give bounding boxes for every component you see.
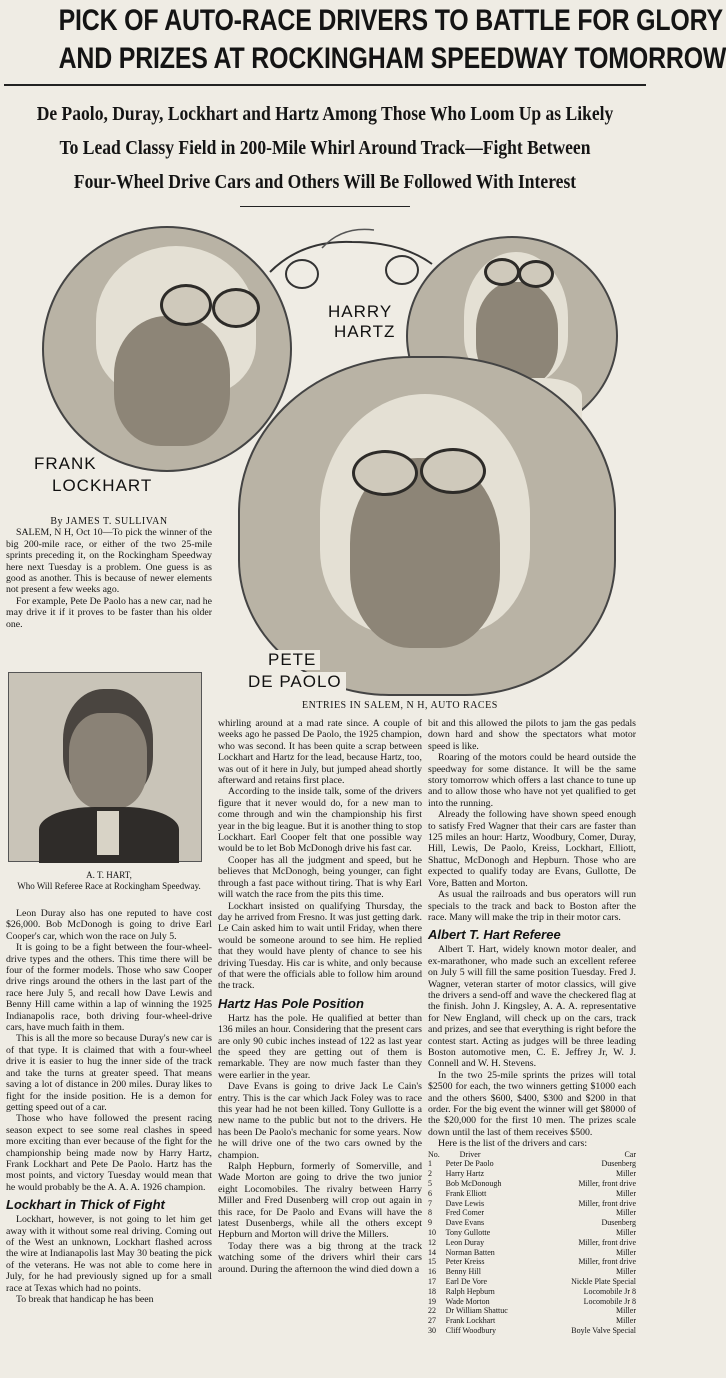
- entry-car: Miller: [616, 1169, 636, 1179]
- entry-row: [428, 1159, 636, 1169]
- entry-no: 12: [428, 1237, 436, 1247]
- lockhart-portrait: [42, 226, 292, 472]
- depaolo-name-1: PETE: [264, 650, 320, 670]
- lockhart-name-2: LOCKHART: [48, 476, 156, 496]
- depaolo-portrait: [238, 356, 616, 696]
- entry-no: 10: [428, 1228, 436, 1237]
- entry-no: 8: [428, 1208, 432, 1218]
- paragraph: Cooper has all the judgment and speed, but he believes that McDonogh, being younger, can fight through a fast pace without tiring. That is why Earl will watch the race from the pits this time.: [218, 854, 422, 901]
- entry-driver: Fred Comer: [445, 1208, 485, 1218]
- entries-header-row: [428, 1150, 636, 1160]
- paragraph: bit and this allowed the pilots to jam the gas pedals down hard and show the spectators what motor speed is like.: [428, 718, 636, 752]
- depaolo-name-2: DE PAOLO: [244, 672, 346, 692]
- entry-no: 16: [428, 1267, 436, 1277]
- entries-table: [428, 1150, 636, 1336]
- entry-row: [428, 1169, 636, 1179]
- subhead-hartz: Hartz Has Pole Position: [218, 995, 364, 1011]
- column-1-top: [6, 516, 212, 630]
- entry-car: Miller: [616, 1306, 636, 1316]
- entry-driver: Frank Elliott: [445, 1188, 487, 1198]
- entry-row: [428, 1218, 636, 1228]
- entry-car: Dusenberg: [601, 1218, 636, 1228]
- entry-driver: Benny Hill: [445, 1267, 481, 1277]
- entry-row: [428, 1316, 636, 1326]
- entry-row: [428, 1248, 636, 1258]
- paragraph: For example, Pete De Paolo has a new car, nad he may drive it if it proves to be faster than his older one.: [6, 595, 212, 630]
- paragraph: It is going to be a fight between the four-wheel-drive types and the others. This time there will be four of the former models. Those who saw Cooper drive rings around the others in the last part of the race here July 5, and recall how Dave Lewis and Benny Hill came within a lap of winning the 1925 Indianapolis race, both driving four-wheel-drive cars, have much faith in them.: [6, 942, 212, 1034]
- paragraph: Hartz has the pole. He qualified at better than 136 miles an hour. Considering that the present cars are only 90 cubic inches instead of 122 as last year the speed they are getting out of them is remarkable. They are now much faster than they were earlier in the year.: [218, 1012, 422, 1081]
- entry-driver: Tony Gullotte: [445, 1228, 491, 1237]
- paragraph: Here is the list of the drivers and cars:: [438, 1138, 588, 1150]
- entry-row: [428, 1208, 636, 1218]
- entry-no: 7: [428, 1198, 432, 1208]
- entry-driver: Ralph Hepburn: [445, 1286, 495, 1296]
- paragraph: This is all the more so because Duray's new car is of that type. It is claimed that with a four-wheel drive it is easier to hug the inner side of the track and take the turns at greater speed. That means saving a lot of distance in 200 miles. Duray likes to fight for the inside position. He is a demon for getting speed out of a car.: [6, 1033, 212, 1113]
- entries-header-car: Car: [624, 1149, 636, 1159]
- paragraph: whirling around at a mad rate since. A couple of weeks ago he passed De Paolo, the 1925 champion, who was second. It has been quite a scrap between Lockhart and Hartz for the lead, because Hartz, too, was out of it here in July, but jumped ahead shortly afterward and retains first place.: [218, 718, 422, 787]
- entry-driver: Cliff Woodbury: [445, 1325, 497, 1335]
- entry-driver: Leon Duray: [445, 1237, 485, 1247]
- deck-divider: [240, 206, 410, 207]
- entry-driver: Peter Kreiss: [445, 1257, 485, 1267]
- entry-car: Miller: [616, 1188, 636, 1198]
- paragraph: Ralph Hepburn, formerly of Somerville, and Wade Morton are going to drive the two junior eight Locomobiles. The rivalry between Harry Miller and Fred Dusenberg will crop out again in this race, for De Paolo and Evans will have the latest Dusenbergs, while all the others except Hepburn and Morton will drive the Millers.: [218, 1161, 422, 1241]
- paragraph: Lockhart, however, is not going to let him get away with it without some real driving. Coming out of the West an unknown, Lockhart flashed across the wire at Indianapolis last May 30 beating the pick of the veterans. He was not able to come here in July, for he had previously signed up for a small race at Texas which had no points.: [6, 1214, 212, 1294]
- deck-line-2: To Lead Classy Field in 200-Mile Whirl Around Track—Fight Between: [59, 138, 591, 159]
- entry-row: [428, 1277, 636, 1287]
- entries-header-driver: Driver: [459, 1149, 481, 1159]
- entry-car: Miller: [616, 1316, 636, 1326]
- paragraph: Already the following have shown speed enough to satisfy Fred Wagner that their cars are faster than 125 miles an hour: Hartz, Woodbury, Comer, Duray, Hill, Lewis, De Paolo, Kreiss, Lockhart, Elliott, Shattuc, McDonogh and Hepburn. Those who are expected to qualify today are Evans, Gullotte, De Vore, Batten and Morton.: [428, 809, 636, 889]
- entry-car: Miller: [616, 1247, 636, 1257]
- entry-driver: Peter De Paolo: [445, 1159, 494, 1169]
- hartz-name-2: HARTZ: [330, 322, 399, 342]
- entry-driver: Dave Evans: [445, 1218, 485, 1228]
- entry-car: Locomobile Jr 8: [583, 1296, 636, 1306]
- entry-driver: Dr William Shattuc: [445, 1306, 508, 1316]
- entry-driver: Dave Lewis: [445, 1198, 485, 1208]
- entry-driver: Earl De Vore: [445, 1276, 488, 1286]
- entry-car: Boyle Valve Special: [571, 1325, 636, 1335]
- paragraph: Those who have followed the present racing season expect to see some real clashes in speed more exciting than ever because of the fight for the championship being made now by Harry Hartz, Frank Lockhart and Pete De Paolo. Hartz has the most points, and victory Tuesday would mean that he would probably be the A. A. A. 1926 champion.: [6, 1113, 212, 1193]
- paragraph: Leon Duray also has one reputed to have cost $26,000. Bob McDonogh is going to drive Earl Cooper's car, which won the race on July 5.: [6, 908, 212, 942]
- column-1-bottom: [6, 908, 212, 1305]
- entry-row: [428, 1287, 636, 1297]
- entry-no: 27: [428, 1316, 436, 1326]
- paragraph: According to the inside talk, some of the drivers figure that it never would do, for a new man to come through and win the championship his first year in the big league. But it is another thing to stop Lockhart. Earl Cooper felt that one possible way would be to let Bob McDonogh drive his fast car.: [218, 786, 422, 855]
- art-caption: ENTRIES IN SALEM, N H, AUTO RACES: [302, 700, 498, 711]
- entry-car: Nickle Plate Special: [571, 1276, 636, 1286]
- entry-no: 18: [428, 1286, 436, 1296]
- hart-photo-caption: [6, 870, 212, 891]
- entry-no: 6: [428, 1188, 432, 1198]
- entry-row: [428, 1199, 636, 1209]
- entry-no: 5: [428, 1179, 432, 1189]
- entry-row: [428, 1257, 636, 1267]
- headline-line-1: PICK OF AUTO-RACE DRIVERS TO BATTLE FOR GLORY: [58, 4, 723, 37]
- entry-car: Locomobile Jr 8: [583, 1286, 636, 1296]
- entry-row: [428, 1228, 636, 1238]
- headline-line-2: AND PRIZES AT ROCKINGHAM SPEEDWAY TOMORROW: [58, 42, 726, 75]
- paragraph: Lockhart insisted on qualifying Thursday, the day he arrived from Fresno. It was just getting dark. Le Cain asked him to wait until Friday, when there would be someone around to see him. He replied that they would have plenty of chance to see his driving Tuesday. His car is white, and only because of that were the officials able to follow him around the track.: [218, 900, 422, 992]
- entry-row: [428, 1306, 636, 1316]
- entry-no: 14: [428, 1247, 436, 1257]
- entry-driver: Wade Morton: [445, 1296, 490, 1306]
- entry-driver: Frank Lockhart: [445, 1316, 496, 1326]
- column-2: [218, 718, 422, 1275]
- entry-no: 2: [428, 1169, 432, 1179]
- paragraph: To break that handicap he has been: [16, 1294, 154, 1305]
- entry-no: 19: [428, 1296, 436, 1306]
- entry-car: Miller: [616, 1267, 636, 1277]
- entry-row: [428, 1267, 636, 1277]
- entry-no: 22: [428, 1306, 436, 1316]
- hart-caption: Who Will Referee Race at Rockingham Speedway.: [17, 880, 201, 891]
- entry-no: 9: [428, 1218, 432, 1228]
- entries-header-no: No.: [428, 1149, 440, 1159]
- hart-name: A. T. HART,: [86, 870, 132, 880]
- entry-car: Miller, front drive: [578, 1237, 636, 1247]
- paragraph: Dave Evans is going to drive Jack Le Cain's entry. This is the car which Jack Foley was to race this year had he not been killed. Tony Gullotte is a new name to the public but not to the drivers. He has been De Paolo's mechanic for some years. Now he will drive one of the two cars owned by the champion.: [218, 1081, 422, 1161]
- entry-driver: Bob McDonough: [445, 1179, 502, 1189]
- paragraph: Today there was a big throng at the track watching some of the drivers whirl their cars around. During the afternoon the wind died down a: [218, 1240, 422, 1275]
- entry-row: [428, 1326, 636, 1336]
- entry-driver: Norman Batten: [445, 1247, 495, 1257]
- entry-row: [428, 1189, 636, 1199]
- entry-car: Miller: [616, 1208, 636, 1218]
- subhead-hart: Albert T. Hart Referee: [428, 927, 561, 943]
- subhead-lockhart: Lockhart in Thick of Fight: [6, 1197, 165, 1213]
- paragraph: Roaring of the motors could be heard outside the speedway for some distance. It will be the same story tomorrow which offers a last chance to tune up and to allow those who have not yet qualified to get into the running.: [428, 752, 636, 809]
- entry-car: Miller, front drive: [578, 1198, 636, 1208]
- entry-car: Miller: [616, 1228, 636, 1237]
- entry-no: 30: [428, 1325, 436, 1335]
- entry-car: Dusenberg: [601, 1159, 636, 1169]
- entry-car: Miller, front drive: [578, 1257, 636, 1267]
- byline: By JAMES T. SULLIVAN: [50, 516, 168, 527]
- entry-row: [428, 1238, 636, 1248]
- paragraph: Albert T. Hart, widely known motor dealer, and ex-marathoner, who made such an excellent referee on July 5 will fill the same position Tuesday. Fred J. Wagner, veteran starter of motor classics, will give the drivers a send-off and wave the checkered flag at the finish. John J. Kingsley, A. A. A. representative for New England, will check up on the cars, track and prizes, and see that everything is right before the contest start. Acting as judges will be three leading Boston automotive men, C. E. Jeffrey Jr, W. J. Connell and W. H. Stevens.: [428, 944, 636, 1070]
- paragraph: As usual the railroads and bus operators will run specials to the track and back to Boston after the race. Many will make the trip in their motor cars.: [428, 889, 636, 923]
- paragraph: SALEM, N H, Oct 10—To pick the winner of the big 200-mile race, or either of the two 25-mile sprints preceding it, on the Rockingham Speedway here next Tuesday is a problem. One guess is as good as another. This is because of newer elements not present a few weeks ago.: [6, 527, 212, 596]
- hartz-name-1: HARRY: [324, 302, 396, 322]
- entry-no: 15: [428, 1257, 436, 1267]
- entry-car: Miller, front drive: [578, 1179, 636, 1189]
- deck-line-1: De Paolo, Duray, Lockhart and Hartz Among Those Who Loom Up as Likely: [36, 104, 614, 125]
- paragraph: In the two 25-mile sprints the prizes will total $2500 for each, the two winners getting $1000 each and the others $600, $400, $300 and $200 in that order. For the big event the winner will get $8000 of the $20,000 for the first 10 men. The prizes scale down until the last of them receives $500.: [428, 1069, 636, 1138]
- deck-line-3: Four-Wheel Drive Cars and Others Will Be Followed With Interest: [73, 172, 577, 193]
- race-car-sketch: [262, 212, 438, 298]
- hart-photo: [8, 672, 202, 862]
- headline-rule: [4, 84, 646, 86]
- entry-row: [428, 1179, 636, 1189]
- entry-row: [428, 1297, 636, 1307]
- entry-no: 17: [428, 1276, 436, 1286]
- entry-no: 1: [428, 1159, 432, 1169]
- entry-driver: Harry Hartz: [445, 1169, 485, 1179]
- column-3: [428, 718, 636, 1336]
- lockhart-name-1: FRANK: [30, 454, 101, 474]
